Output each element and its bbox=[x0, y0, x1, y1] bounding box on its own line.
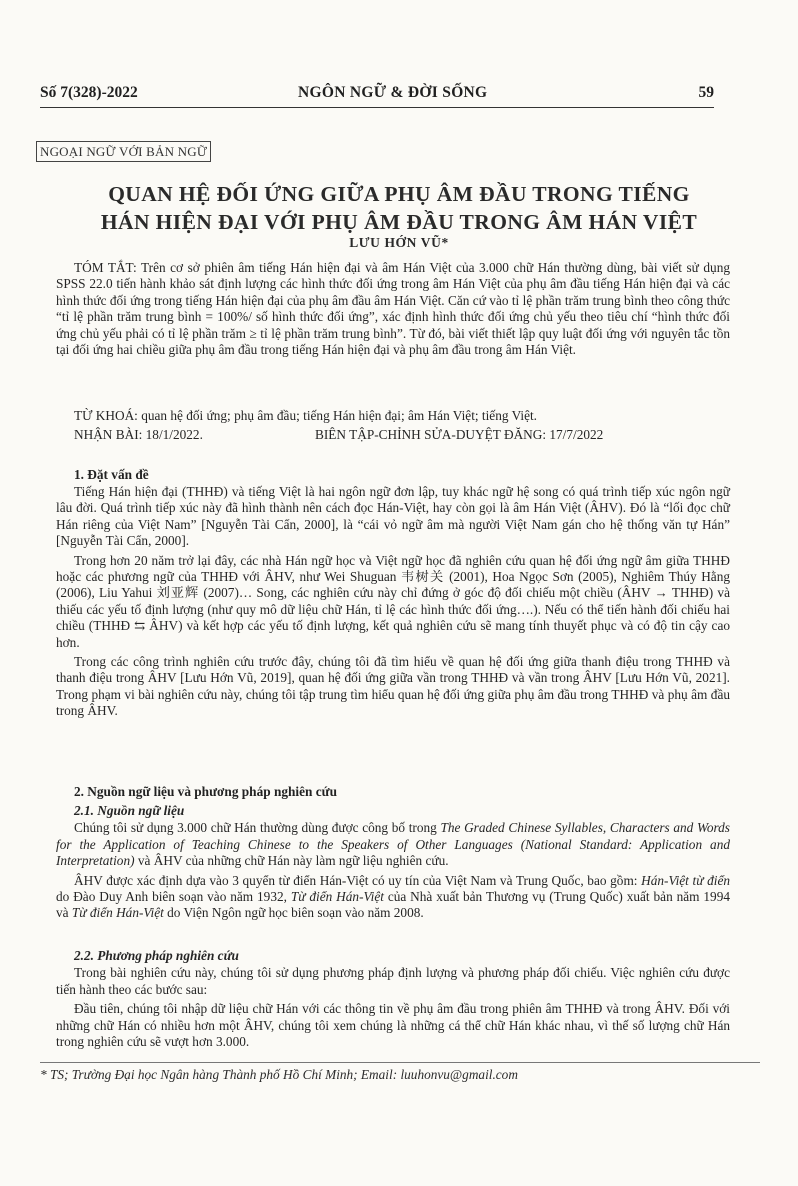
subsection-2-2-heading: 2.2. Phương pháp nghiên cứu bbox=[74, 948, 239, 963]
running-header bbox=[40, 84, 714, 108]
text-run: của Nhà xuất bản Thương vụ (Trung Quốc) xuất bản năm 1994 và bbox=[56, 889, 730, 921]
accepted-date: BIÊN TẬP-CHỈNH SỬA-DUYỆT ĐĂNG: 17/7/2022 bbox=[315, 427, 604, 442]
paragraph: Tiếng Hán hiện đại (THHĐ) và tiếng Việt là hai ngôn ngữ đơn lập, tuy khác ngữ hệ song có quá trình tiếp xúc ngôn ngữ lâu đời. Quá trình tiếp xúc này đã hình thành nên cách đọc Hán-Việt, hay còn gọi là âm Hán Việt (ÂHV). Đó là “lối đọc chữ Hán riêng của Việt Nam” [Nguyễn Tài Cẩn, 2000], là “cái vỏ ngữ âm mà người Việt Nam gán cho hệ thống văn tự Hán” [Nguyễn Tài Cẩn, 2000]. bbox=[56, 484, 730, 549]
book-title: Hán-Việt từ điển bbox=[641, 872, 730, 888]
text-run: Chúng tôi sử dụng 3.000 chữ Hán thường dùng được công bố trong bbox=[74, 820, 441, 836]
footnote-rule bbox=[40, 1062, 760, 1063]
title-line-2: HÁN HIỆN ĐẠI VỚI PHỤ ÂM ĐẦU TRONG ÂM HÁN VIỆT bbox=[100, 210, 698, 234]
section-2-1 bbox=[56, 803, 730, 925]
author-footnote: * TS; Trường Đại học Ngân hàng Thành phố Hồ Chí Minh; Email: luuhonvu@gmail.com bbox=[40, 1067, 518, 1082]
book-title: Từ điển Hán-Việt bbox=[71, 905, 164, 921]
book-title: The Graded Chinese Syllables, Characters and Words for the Application of Teaching Chinese to the Speakers of Other Languages (National Standard: Application and Interpretation) bbox=[56, 820, 730, 869]
paragraph: Đầu tiên, chúng tôi nhập dữ liệu chữ Hán với các thông tin về phụ âm đầu trong phiên âm THHĐ và trong ÂHV. Đối với những chữ Hán có nhiều hơn một ÂHV, chúng tôi xem chúng là những cá thể chữ Hán khác nhau, vì thế số lượng chữ Hán trong nghiên cứu sẽ vượt hơn 3.000. bbox=[56, 1001, 730, 1050]
article-dates bbox=[74, 427, 730, 443]
paragraph bbox=[56, 873, 730, 922]
header-rule bbox=[40, 107, 714, 108]
paragraph bbox=[56, 820, 730, 869]
book-title: Từ điển Hán-Việt bbox=[290, 889, 384, 905]
title-line-1: QUAN HỆ ĐỐI ỨNG GIỮA PHỤ ÂM ĐẦU TRONG TIẾNG bbox=[108, 182, 690, 206]
subsection-2-1-heading: 2.1. Nguồn ngữ liệu bbox=[74, 803, 185, 818]
abstract-text: TÓM TẮT: Trên cơ sở phiên âm tiếng Hán hiện đại và âm Hán Việt của 3.000 chữ Hán thường dùng, bài viết sử dụng SPSS 22.0 tiến hành khảo sát định lượng các hình thức đối ứng trong âm Hán Việt của phụ âm đầu tiếng Hán hiện đại và các hình thức đối ứng trong tiếng Hán hiện đại của phụ âm đầu âm Hán Việt. Căn cứ vào tỉ lệ phần trăm trung bình theo công thức “tỉ lệ phần trăm trung bình = 100%/ số hình thức đối ứng”, xác định hình thức đối ứng chủ yếu theo tiêu chí “hình thức đối ứng chủ yếu phải có tỉ lệ phần trăm ≥ tỉ lệ phần trăm trung bình”. Từ đó, bài viết thiết lập quy luật đối ứng với nguyên tắc tồn tại đối ứng hai chiều giữa phụ âm đầu trong tiếng Hán hiện đại và phụ âm đầu trong âm Hán Việt. bbox=[56, 260, 730, 358]
section-2-heading: 2. Nguồn ngữ liệu và phương pháp nghiên cứu bbox=[74, 784, 337, 799]
paragraph: Trong bài nghiên cứu này, chúng tôi sử dụng phương pháp định lượng và phương pháp đối chiếu. Việc nghiên cứu được tiến hành theo các bước sau: bbox=[56, 965, 730, 997]
text-run: và ÂHV của những chữ Hán này làm ngữ liệu nghiên cứu. bbox=[134, 853, 449, 869]
paragraph: Trong các công trình nghiên cứu trước đây, chúng tôi đã tìm hiểu về quan hệ đối ứng giữa thanh điệu trong THHĐ và thanh điệu trong ÂHV [Lưu Hớn Vũ, 2019], quan hệ đối ứng giữa vần trong THHĐ và vần trong ÂHV [Lưu Hớn Vũ, 2021]. Trong phạm vi bài nghiên cứu này, chúng tôi tập trung tìm hiểu quan hệ đối ứng giữa phụ âm đầu trong THHĐ và phụ âm đầu trong ÂHV. bbox=[56, 654, 730, 719]
issue-number: Số 7(328)-2022 bbox=[40, 84, 138, 101]
received-date: NHẬN BÀI: 18/1/2022. bbox=[74, 427, 203, 442]
journal-name: NGÔN NGỮ & ĐỜI SỐNG bbox=[298, 84, 488, 101]
paragraph: Trong hơn 20 năm trở lại đây, các nhà Hán ngữ học và Việt ngữ học đã nghiên cứu quan hệ đối ứng ngữ âm giữa THHĐ hoặc các phương ngữ của THHĐ với ÂHV, như Wei Shuguan 韦树关 (2001), Hoa Ngọc Sơn (2005), Nghiêm Thúy Hằng (2006), Liu Yahui 刘亚辉 (2007)… Song, các nghiên cứu này chỉ đứng ở góc độ đối chiếu một chiều (ÂHV → THHĐ) và thiếu các yếu tố định lượng (như quy mô dữ liệu chữ Hán, tỉ lệ các hình thức đối ứng….). Nếu có thể tiến hành đối chiếu hai chiều (THHĐ ⇆ ÂHV) và kết hợp các yếu tố định lượng, kết quả nghiên cứu sẽ mang tính thuyết phục và có độ tin cậy cao hơn. bbox=[56, 552, 730, 650]
section-1-heading: 1. Đặt vấn đề bbox=[74, 467, 149, 482]
abstract bbox=[56, 260, 730, 361]
section-tag: NGOẠI NGỮ VỚI BẢN NGỮ bbox=[36, 141, 211, 162]
article-title bbox=[40, 180, 758, 236]
text-run: ÂHV được xác định dựa vào 3 quyển từ điển Hán-Việt có uy tín của Việt Nam và Trung Quốc, bao gồm: bbox=[74, 872, 642, 888]
keywords: TỪ KHOÁ: quan hệ đối ứng; phụ âm đầu; tiếng Hán hiện đại; âm Hán Việt; tiếng Việt. bbox=[74, 408, 538, 423]
section-2-2 bbox=[56, 948, 730, 1053]
author-name: LƯU HỚN VŨ* bbox=[349, 235, 449, 250]
section-1-body bbox=[56, 484, 730, 723]
text-run: do Đào Duy Anh biên soạn vào năm 1932, bbox=[56, 889, 291, 905]
text-run: do Viện Ngôn ngữ học biên soạn vào năm 2008. bbox=[163, 905, 424, 921]
page-number: 59 bbox=[698, 84, 714, 101]
